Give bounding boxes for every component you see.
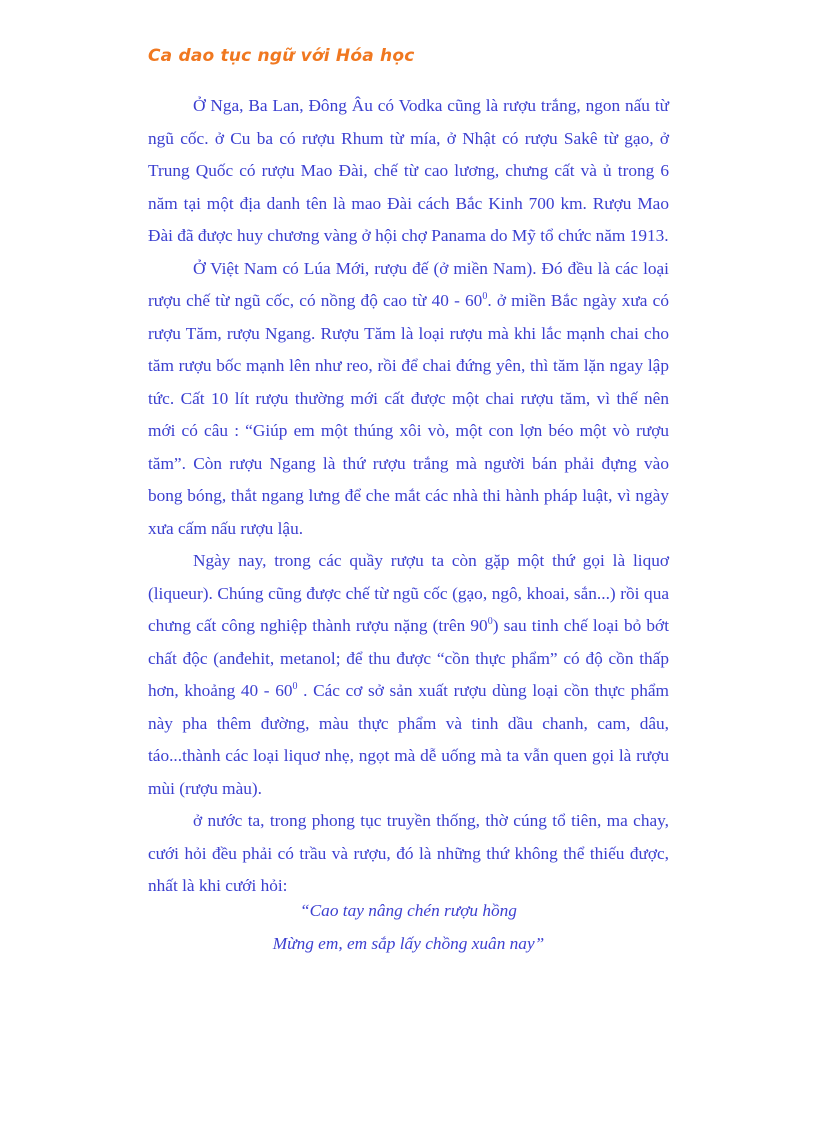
paragraph-1: Ở Nga, Ba Lan, Đông Âu có Vodka cũng là rượu trắng, ngon nấu từ ngũ cốc. ở Cu ba có rượu Rhum từ mía, ở Nhật có rượu Sakê từ gạo, ở Trung Quốc có rượu Mao Đài, chế từ cao lương, chưng cất và ủ trong 6 năm tại một địa danh tên là mao Đài cách Bắc Kinh 700 km. Rượu Mao Đài đã được huy chương vàng ở hội chợ Panama do Mỹ tổ chức năm 1913. bbox=[148, 96, 669, 245]
quote-line-2: Mừng em, em sắp lấy chồng xuân nay” bbox=[272, 933, 545, 953]
folk-verse-quote bbox=[148, 895, 669, 960]
article-body bbox=[148, 90, 669, 903]
paragraph-2: Ở Việt Nam có Lúa Mới, rượu đế (ở miền Nam). Đó đều là các loại rượu chế từ ngũ cốc, có nồng độ cao từ $40 - 60^0$. ở miền Bắc ngày xưa có rượu Tăm, rượu Ngang. Rượu Tăm là loại rượu mà khi lắc mạnh chai cho tăm rượu bốc mạnh lên như reo, rồi để chai đứng yên, thì tăm lặn ngay lập tức. Cất 10 lít rượu thường mới cất được một chai rượu tăm, vì thế nên mới có câu : “Giúp em một thúng xôi vò, một con lợn béo một vò rượu tăm”. Còn rượu Ngang là thứ rượu trắng mà người bán phải đựng vào bong bóng, thắt ngang lưng để che mắt các nhà thi hành pháp luật, vì ngày xưa cấm nấu rượu lậu. bbox=[148, 258, 669, 538]
paragraph-3: Ngày nay, trong các quầy rượu ta còn gặp một thứ gọi là liquơ (liqueur). Chúng cũng được chế từ ngũ cốc (gạo, ngô, khoai, sắn...) rồi qua chưng cất công nghiệp thành rượu nặng (trên $90^0$) sau tinh chế loại bỏ bớt chất độc (anđehit, metanol; để thu được “cồn thực phẩm” có độ cồn thấp hơn, khoảng $40 - 60^0$ . Các cơ sở sản xuất rượu dùng loại cồn thực phẩm này pha thêm đường, màu thực phẩm và tinh dầu chanh, cam, dâu, táo...thành các loại liquơ nhẹ, ngọt mà dễ uống mà ta vẫn quen gọi là rượu mùi (rượu màu). bbox=[148, 551, 669, 798]
page-header-title: Ca dao tục ngữ với Hóa học bbox=[148, 46, 415, 66]
paragraph-4: ở nước ta, trong phong tục truyền thống, thờ cúng tổ tiên, ma chay, cưới hỏi đều phải có trầu và rượu, đó là những thứ không thể thiếu được, nhất là khi cưới hỏi: bbox=[148, 811, 669, 895]
quote-line-1: “Cao tay nâng chén rượu hồng bbox=[300, 901, 517, 920]
